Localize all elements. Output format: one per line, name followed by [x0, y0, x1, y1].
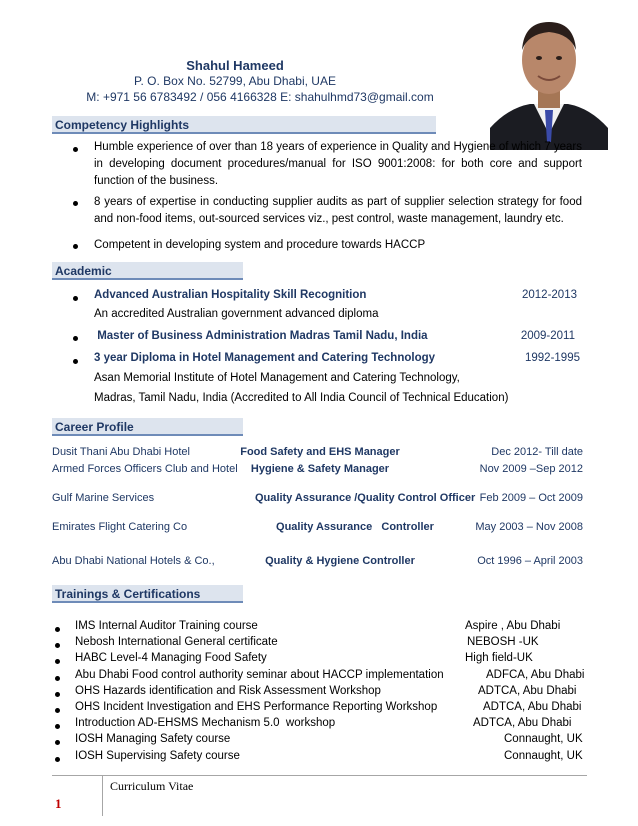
career-dates: Oct 1996 – April 2003 — [477, 555, 583, 567]
footer-label: Curriculum Vitae — [110, 779, 194, 793]
career-role: Quality & Hygiene Controller — [265, 555, 415, 567]
training-provider: ADTCA, Abu Dhabi — [478, 685, 577, 697]
section-heading-academic: Academic — [52, 262, 243, 278]
bullet-icon — [73, 147, 78, 152]
competency-item: 8 years of expertise in conducting supplier audits as part of supplier selection strategy for food and non-food items, out-sourced services viz., pest control, waste management, laundry etc. — [94, 196, 582, 225]
career-company: Abu Dhabi National Hotels & Co., — [52, 555, 215, 567]
training-course: IOSH Supervising Safety course — [75, 750, 240, 762]
bullet-icon — [73, 244, 78, 249]
academic-detail: An accredited Australian government advanced diploma — [94, 308, 379, 320]
career-dates: Feb 2009 – Oct 2009 — [479, 492, 583, 504]
competency-item: Humble experience of over than 18 years of experience in Quality and Hygiene of which 7 years in developing document procedures/manual for ISO 9001:2008: for both core and support function of the business. — [94, 141, 582, 187]
training-course: OHS Hazards identification and Risk Assessment Workshop — [75, 685, 381, 697]
training-provider: Connaught, UK — [504, 750, 583, 762]
bullet-icon — [73, 296, 78, 301]
career-company: Emirates Flight Catering Co — [52, 521, 188, 533]
profile-photo — [490, 10, 608, 150]
bullet-icon — [55, 643, 60, 648]
academic-years: 2012-2013 — [522, 289, 577, 301]
career-dates: Dec 2012- Till date — [491, 446, 583, 458]
bullet-icon — [55, 757, 60, 762]
postal-address: P. O. Box No. 52799, Abu Dhabi, UAE — [134, 74, 336, 88]
training-course: Introduction AD-EHSMS Mechanism 5.0 workshop — [75, 717, 336, 729]
bullet-icon — [55, 676, 60, 681]
bullet-icon — [55, 724, 60, 729]
career-company: Gulf Marine Services — [52, 492, 155, 504]
academic-years: 1992-1995 — [525, 352, 580, 364]
training-course: IOSH Managing Safety course — [75, 733, 231, 745]
competency-item: Competent in developing system and procedure towards HACCP — [94, 239, 426, 251]
training-provider: High field-UK — [465, 652, 533, 664]
training-provider: Connaught, UK — [504, 733, 583, 745]
training-course: Abu Dhabi Food control authority seminar about HACCP implementation — [75, 669, 444, 681]
bullet-icon — [55, 627, 60, 632]
training-provider: NEBOSH -UK — [467, 636, 539, 648]
bullet-icon — [55, 659, 60, 664]
bullet-icon — [55, 692, 60, 697]
candidate-name: Shahul Hameed — [186, 58, 284, 73]
page-number: 1 — [55, 796, 62, 811]
training-provider: ADTCA, Abu Dhabi — [483, 701, 582, 713]
academic-title: Advanced Australian Hospitality Skill Recognition — [94, 289, 367, 301]
career-company: Armed Forces Officers Club and Hotel — [52, 463, 238, 475]
training-provider: ADTCA, Abu Dhabi — [473, 717, 572, 729]
academic-years: 2009-2011 — [520, 330, 575, 342]
section-heading-trainings: Trainings & Certifications — [52, 585, 243, 601]
career-role: Hygiene & Safety Manager — [250, 463, 390, 475]
career-role: Food Safety and EHS Manager — [240, 446, 400, 458]
bullet-icon — [73, 201, 78, 206]
academic-detail: Madras, Tamil Nadu, India (Accredited to All India Council of Technical Education) — [94, 392, 509, 404]
contact-line: M: +971 56 6783492 / 056 4166328 E: shahulhmd73@gmail.com — [86, 90, 434, 104]
training-course: IMS Internal Auditor Training course — [75, 620, 258, 632]
training-course: Nebosh International General certificate — [75, 636, 278, 648]
training-provider: Aspire , Abu Dhabi — [465, 620, 561, 632]
academic-title: 3 year Diploma in Hotel Management and Catering Technology — [94, 352, 436, 364]
bullet-icon — [55, 740, 60, 745]
bullet-icon — [73, 359, 78, 364]
section-heading-career: Career Profile — [52, 418, 243, 434]
career-dates: Nov 2009 –Sep 2012 — [479, 463, 583, 475]
career-role: Quality Assurance /Quality Control Officer — [255, 492, 476, 504]
training-provider: ADFCA, Abu Dhabi — [486, 669, 585, 681]
training-course: HABC Level-4 Managing Food Safety — [75, 652, 267, 664]
footer-divider — [52, 775, 587, 776]
academic-detail: Asan Memorial Institute of Hotel Management and Catering Technology, — [94, 372, 460, 384]
career-role: Quality Assurance Controller — [276, 521, 434, 533]
bullet-icon — [55, 708, 60, 713]
section-heading-competency: Competency Highlights — [52, 116, 436, 132]
career-dates: May 2003 – Nov 2008 — [475, 521, 583, 533]
career-company: Dusit Thani Abu Dhabi Hotel — [52, 446, 190, 458]
bullet-icon — [73, 336, 78, 341]
academic-title: Master of Business Administration Madras Tamil Nadu, India — [94, 330, 428, 342]
training-course: OHS Incident Investigation and EHS Performance Reporting Workshop — [75, 701, 438, 713]
